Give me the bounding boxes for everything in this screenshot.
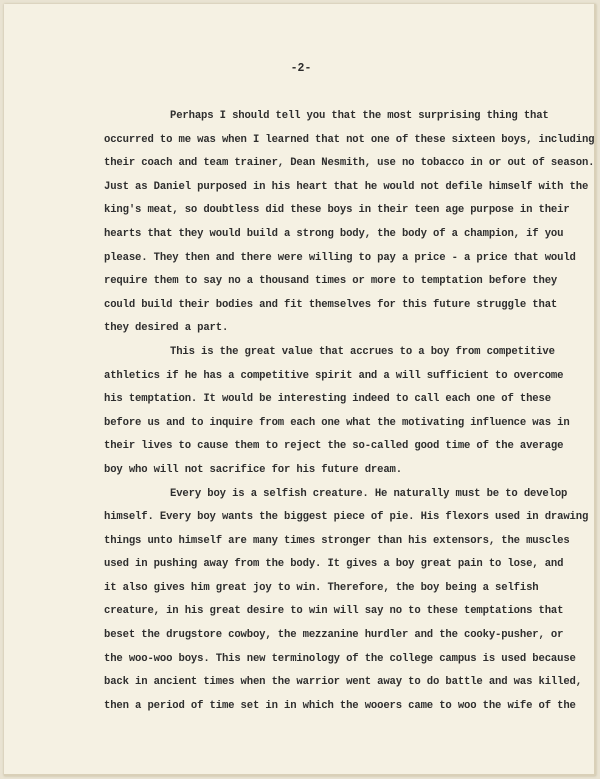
text-line: things unto himself are many times stronger than his extensors, the muscles — [104, 534, 570, 547]
text-line: Perhaps I should tell you that the most surprising thing that — [170, 110, 549, 122]
text-line: before us and to inquire from each one what the motivating influence was in — [104, 416, 570, 429]
text-line: king's meat, so doubtless did these boys in their teen age purpose in their — [104, 204, 570, 217]
text-line: their coach and team trainer, Dean Nesmith, use no tobacco in or out of season. — [104, 157, 595, 170]
text-line: himself. Every boy wants the biggest piece of pie. His flexors used in drawing — [104, 511, 589, 524]
body-text — [104, 105, 595, 718]
text-line: creature, in his great desire to win will say no to these temptations that — [104, 605, 564, 618]
text-line: beset the drugstore cowboy, the mezzanine hurdler and the cooky-pusher, or — [104, 629, 564, 642]
page-number: -2- — [290, 62, 312, 75]
text-line: back in ancient times when the warrior went away to do battle and was killed, — [104, 676, 582, 689]
text-line: used in pushing away from the body. It gives a boy great pain to lose, and — [104, 558, 564, 571]
paragraph — [104, 341, 570, 483]
text-line: then a period of time set in in which the wooers came to woo the wife of the — [104, 699, 576, 712]
text-line: occurred to me was when I learned that not one of these sixteen boys, including — [104, 133, 595, 146]
text-line: Just as Daniel purposed in his heart that he would not defile himself with the — [104, 180, 589, 193]
text-line: it also gives him great joy to win. Therefore, the boy being a selfish — [104, 581, 539, 594]
text-line: Every boy is a selfish creature. He naturally must be to develop — [170, 487, 568, 500]
text-line: they desired a part. — [104, 322, 229, 335]
text-line: require them to say no a thousand times or more to temptation before they — [104, 275, 558, 288]
text-line: the woo-woo boys. This new terminology of the college campus is used because — [104, 652, 576, 665]
paragraph — [104, 483, 589, 719]
text-line: athletics if he has a competitive spirit and a will sufficient to overcome — [104, 369, 564, 382]
text-line: hearts that they would build a strong body, the body of a champion, if you — [104, 227, 564, 240]
text-line: his temptation. It would be interesting indeed to call each one of these — [104, 393, 551, 406]
paragraph — [104, 105, 595, 341]
text-line: their lives to cause them to reject the so-called good time of the average — [104, 440, 564, 453]
text-line: boy who will not sacrifice for his future dream. — [104, 463, 402, 476]
typewritten-page — [4, 4, 596, 776]
text-line: This is the great value that accrues to a boy from competitive — [170, 345, 555, 358]
text-line: could build their bodies and fit themselves for this future struggle that — [104, 298, 558, 311]
text-line: please. They then and there were willing to pay a price - a price that would — [104, 251, 576, 264]
